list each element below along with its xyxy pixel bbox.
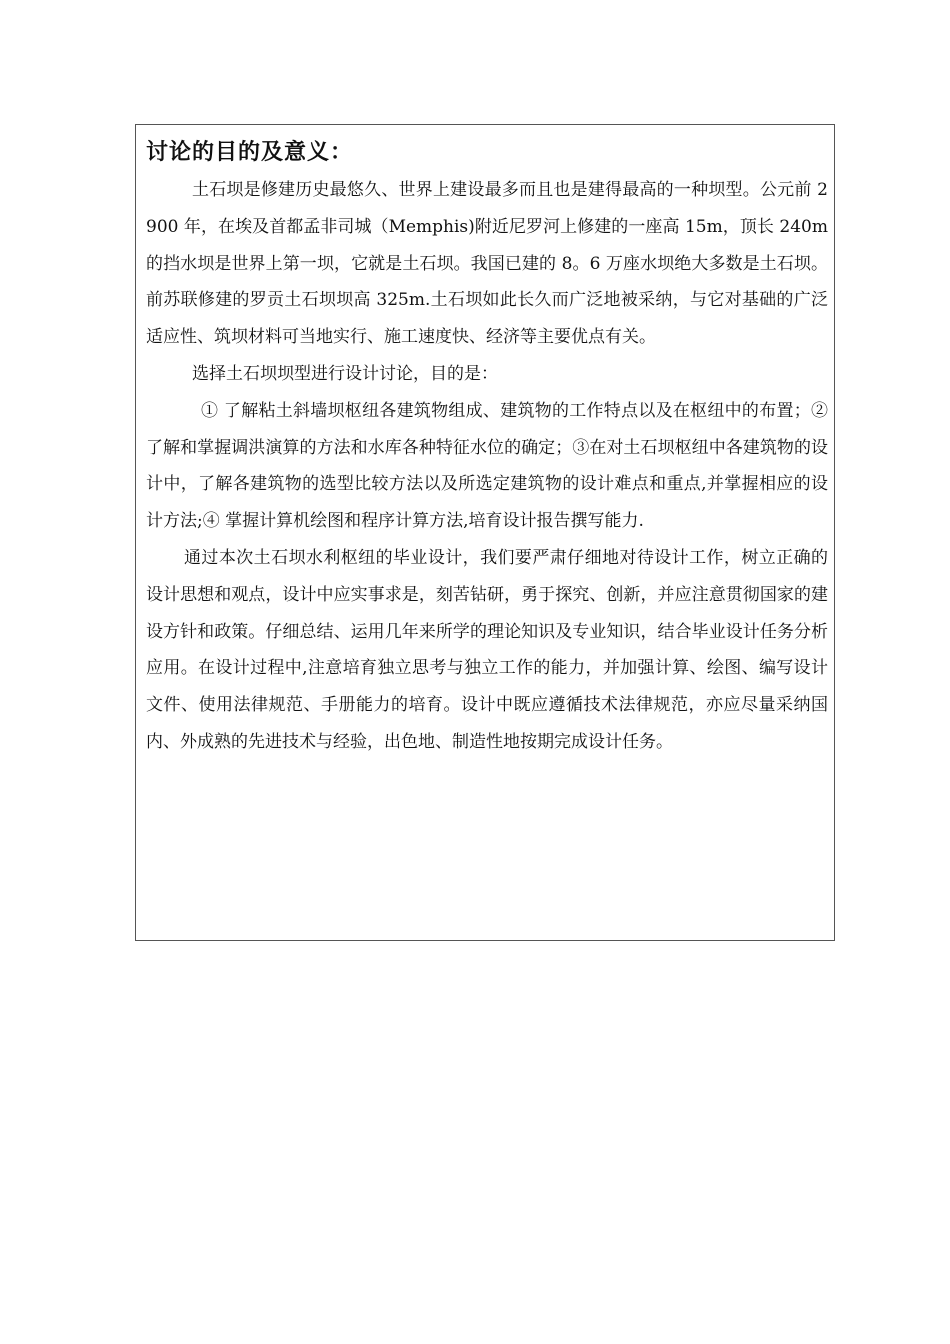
paragraph-background: 土石坝是修建历史最悠久、世界上建设最多而且也是建得最高的一种坝型。公元前 2900 年，在埃及首都孟非司城（Memphis)附近尼罗河上修建的一座高 15m，顶长 240m 的挡水坝是世界上第一坝，它就是土石坝。我国已建的 8。6 万座水坝绝大多数是土石坝。前苏联修建的罗贡土石坝坝高 325m.土石坝如此长久而广泛地被采纳，与它对基础的广泛适应性、筑坝材料可当地实行、施工速度快、经济等主要优点有关。 bbox=[146, 180, 828, 348]
paragraph-significance: 通过本次土石坝水利枢纽的毕业设计，我们要严肃仔细地对待设计工作，树立正确的设计思想和观点，设计中应实事求是，刻苦钻研，勇于探究、创新，并应注意贯彻国家的建设方针和政策。仔细总结、运用几年来所学的理论知识及专业知识，结合毕业设计任务分析应用。在设计过程中,注意培育独立思考与独立工作的能力，并加强计算、绘图、编写设计文件、使用法律规范、手册能力的培育。设计中既应遵循技术法律规范，亦应尽量采纳国内、外成熟的先进技术与经验，出色地、制造性地按期完成设计任务。 bbox=[146, 547, 828, 752]
paragraph-purpose-list: ① 了解粘土斜墙坝枢纽各建筑物组成、建筑物的工作特点以及在枢纽中的布置；②了解和掌握调洪演算的方法和水库各种特征水位的确定；③在对土石坝枢纽中各建筑物的设计中，了解各建筑物的选型比较方法以及所选定建筑物的设计难点和重点,并掌握相应的设计方法;④ 掌握计算机绘图和程序计算方法,培育设计报告撰写能力. bbox=[146, 400, 828, 532]
section-heading: 讨论的目的及意义： bbox=[146, 140, 354, 165]
paragraph-purpose-intro: 选择土石坝坝型进行设计讨论，目的是： bbox=[192, 363, 498, 384]
section-body bbox=[146, 172, 828, 761]
content-table-cell bbox=[135, 124, 835, 941]
